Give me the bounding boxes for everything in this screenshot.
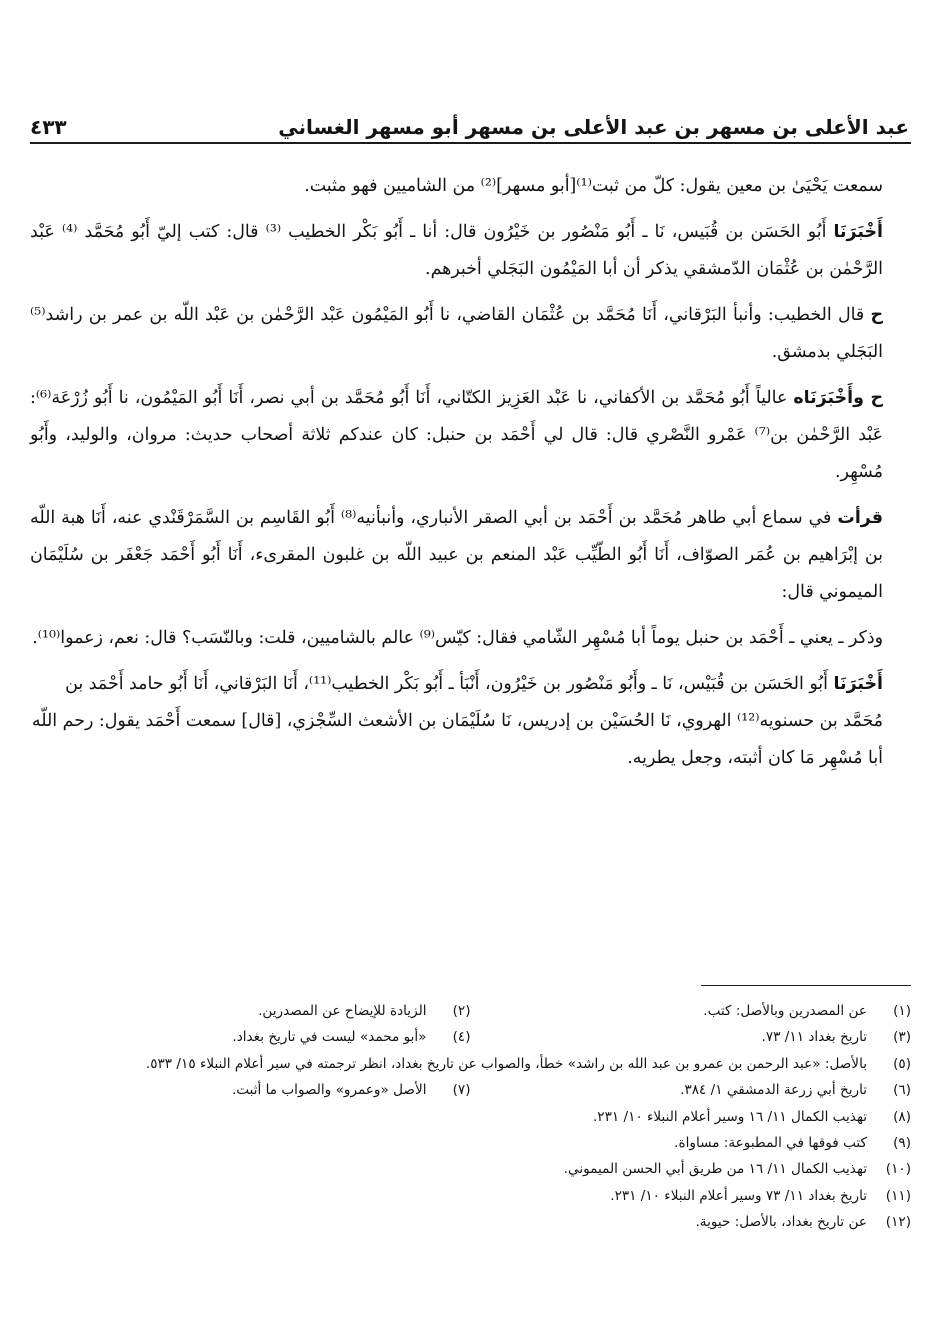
footnotes xyxy=(30,998,911,1236)
paragraph-6 xyxy=(30,620,911,657)
footnote-text: تاريخ بغداد ١١/ ٧٣ وسير أعلام النبلاء ١٠/ ٢٣١. xyxy=(610,1187,867,1204)
footnote-number: (١٠) xyxy=(885,1161,911,1178)
footnote-4 xyxy=(30,1024,471,1050)
paragraph-text: في سماع أبي طاهر مُحَمَّد بن أَحْمَد بن أبي الصقر الأنباري، وأنبأنيه⁽⁸⁾ أَبُو القَاسِم بن السَّمَرْقَنْدي عنه، أَنَا هبة اللّه بن إبْرَاهيم بن عُمَر الصوّاف، أَنَا أَبُو الطّيِّب عَبْد المنعم بن عبيد اللّه بن غلبون المقرىء، أَنَا أَبُو أَحْمَد جَعْفَر بن سُلَيْمَان الميموني قال: xyxy=(30,508,883,602)
paragraph-text: أَبُو الحَسَن بن قُبَيْس، نَا ـ وأَبُو مَنْصُور بن خَيْرُون، أَنْبَأ ـ أَبُو بَكْر الخطيب⁽¹¹⁾، أَنَا البَرْقاني، أَنَا أَبُو حامد أَحْمَد بن مُحَمَّد بن حسنويه⁽¹²⁾ الهروي، نَا الحُسَيْن بن إدريس، نَا سُلَيْمَان بن الأشعث السِّجْزي، [قال] سمعت أَحْمَد يقول: رحم اللّه أبا مُسْهِر مَا كان أثبته، وجعل يطريه. xyxy=(31,674,883,768)
footnote-rule xyxy=(701,985,911,986)
footnote-number: (٥) xyxy=(893,1055,911,1072)
footnote-number: (١٢) xyxy=(885,1214,911,1231)
footnote-12 xyxy=(30,1209,911,1235)
footnote-text: الزيادة للإيضاح عن المصدرين. xyxy=(258,1003,427,1019)
footnote-number: (٩) xyxy=(893,1135,911,1152)
paragraph-1 xyxy=(30,168,911,205)
paragraph-lead: ح xyxy=(870,305,883,325)
paragraph-text: قال الخطيب: وأنبأ البَرْقاني، أَنَا مُحَمَّد بن عُثْمَان القاضي، نا أَبُو المَيْمُون عَبْد الرَّحْمٰن بن عَبْد اللّه بن عمر بن راشد⁽⁵⁾ البَجَلي بدمشق. xyxy=(30,305,883,362)
footnote-number: (٣) xyxy=(893,1029,911,1046)
page-header xyxy=(30,96,909,140)
main-text xyxy=(30,168,911,786)
footnote-text: بالأصل: «عبد الرحمن بن عمرو بن عبد الله بن راشد» خطأ، والصواب عن تاريخ بغداد، انظر ترجمته في سير أعلام النبلاء ١٥/ ٥٣٣. xyxy=(145,1055,867,1072)
footnote-text: الأصل «وعمرو» والصواب ما أثبت. xyxy=(231,1082,427,1099)
paragraph-lead: أَخْبَرَنَا xyxy=(833,674,883,694)
footnote-text: عن المصدرين وبالأصل: كتب. xyxy=(703,1003,867,1019)
footnote-1 xyxy=(471,998,912,1024)
running-title: عبد الأعلى بن مسهر بن عبد الأعلى بن مسهر أبو مسهر الغساني xyxy=(278,115,909,139)
footnote-text: كتب فوقها في المطبوعة: مساواة. xyxy=(674,1135,867,1152)
footnote-number: (١١) xyxy=(885,1187,911,1204)
footnote-text: تهذيب الكمال ١١/ ١٦ من طريق أبي الحسن الميموني. xyxy=(563,1161,867,1178)
footnote-3 xyxy=(471,1024,912,1050)
footnote-number: (٤) xyxy=(452,1029,471,1046)
footnote-6 xyxy=(471,1077,912,1103)
paragraph-text: أَبُو الحَسَن بن قُبَيس، نَا ـ أَبُو مَنْصُور بن خَيْرُون قال: أنا ـ أَبُو بَكْر الخطيب ⁽³⁾ قال: كتب إليّ أَبُو مُحَمَّد ⁽⁴⁾ عَبْد الرَّحْمٰن بن عُثْمَان الدّمشقي يذكر أن أبا المَيْمُون البَجَلي أخبرهم. xyxy=(30,222,883,279)
paragraph-4 xyxy=(30,380,911,491)
footnote-text: تاريخ أبي زرعة الدمشقي ١/ ٣٨٤. xyxy=(680,1082,867,1099)
footnote-9 xyxy=(30,1130,911,1156)
footnote-10 xyxy=(30,1156,911,1182)
footnote-row xyxy=(30,1077,911,1103)
footnote-7 xyxy=(30,1077,471,1103)
paragraph-lead: ح وأَخْبَرَنَاه xyxy=(793,388,884,408)
footnote-number: (٢) xyxy=(452,1003,471,1019)
footnote-number: (٦) xyxy=(893,1082,911,1099)
paragraph-5 xyxy=(30,500,911,611)
footnote-row xyxy=(30,1024,911,1050)
footnote-number: (١) xyxy=(893,1003,911,1019)
footnote-11 xyxy=(30,1183,911,1209)
paragraph-lead: قرأت xyxy=(837,508,883,528)
footnote-text: تاريخ بغداد ١١/ ٧٣. xyxy=(761,1029,867,1046)
footnote-number: (٨) xyxy=(893,1108,911,1125)
page-number: ٤٣٣ xyxy=(30,115,67,139)
footnote-row xyxy=(30,998,911,1024)
paragraph-2 xyxy=(30,214,911,288)
footnote-number: (٧) xyxy=(452,1082,471,1099)
paragraph-text: عالياً أَبُو مُحَمَّد بن الأكفاني، نا عَبْد العَزِيز الكتّاني، أَنَا أَبُو مُحَمَّد بن أبي نصر، أَنَا أَبُو المَيْمُون، نا أَبُو زُرْعَة⁽⁶⁾: عَبْد الرَّحْمٰن بن⁽⁷⁾ عَمْرو النَّصْري قال: قال لي أَحْمَد بن حنبل: كان عندكم ثلاثة أصحاب حديث: مروان، والوليد، وأَبُو مُسْهِر. xyxy=(30,388,883,482)
footnote-text: عن تاريخ بغداد، بالأصل: حيوية. xyxy=(695,1214,867,1231)
footnote-8 xyxy=(30,1104,911,1130)
paragraph-3 xyxy=(30,297,911,371)
footnote-text: تهذيب الكمال ١١/ ١٦ وسير أعلام النبلاء ١٠/ ٢٣١. xyxy=(592,1108,867,1125)
paragraph-text: سمعت يَحْيَىٰ بن معين يقول: كلّ من ثبت⁽¹⁾[أبو مسهر]⁽²⁾ من الشاميين فهو مثبت. xyxy=(304,176,883,196)
footnote-2 xyxy=(30,998,471,1024)
paragraph-text: وذكر ـ يعني ـ أَحْمَد بن حنبل يوماً أبا مُسْهِر الشّامي فقال: كيّس⁽⁹⁾ عالم بالشاميين، قلت: وبالنّسَب؟ قال: نعم، زعموا⁽¹⁰⁾. xyxy=(32,628,883,648)
footnote-5 xyxy=(30,1051,911,1077)
header-rule xyxy=(30,142,911,144)
paragraph-lead: أَخْبَرَنَا xyxy=(833,222,883,242)
paragraph-7 xyxy=(30,666,911,777)
footnote-text: «أبو محمد» ليست في تاريخ بغداد. xyxy=(232,1029,427,1046)
